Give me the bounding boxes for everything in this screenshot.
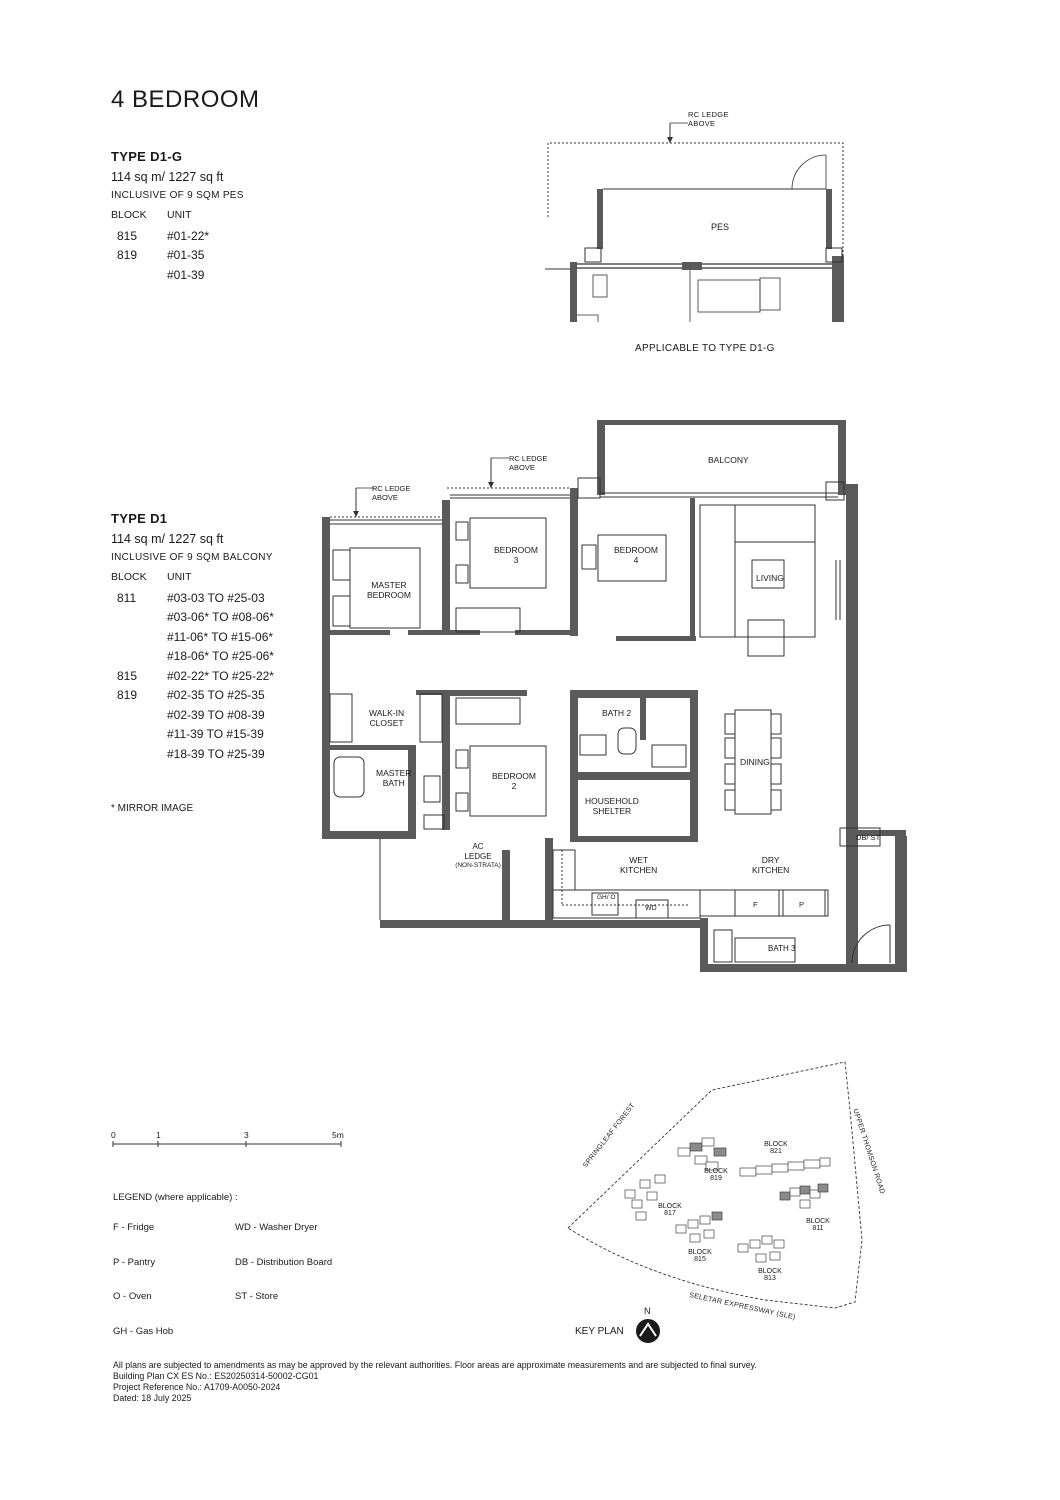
footer-disclaimer: All plans are subjected to amendments as may be approved by the relevant authorities. Floor areas are approximate measurements and are subjected to final survey. xyxy=(113,1360,757,1370)
label-line: BATH xyxy=(382,778,405,788)
legend-title: LEGEND (where applicable) : xyxy=(113,1192,238,1203)
legend-item: P - Pantry xyxy=(113,1257,156,1268)
rc-ledge-line: ABOVE xyxy=(372,493,398,502)
type-d1-area: 114 sq m/ 1227 sq ft xyxy=(111,532,224,546)
unit-cell: #11-39 TO #15-39 xyxy=(167,727,264,741)
block-cell: 815 xyxy=(117,668,138,683)
block-821-label: BLOCK 821 xyxy=(764,1141,788,1155)
wd-label: WD xyxy=(645,905,657,912)
type-d1g-name: TYPE D1-G xyxy=(111,149,183,164)
block-cell: 819 xyxy=(117,688,138,702)
mirror-note: * MIRROR IMAGE xyxy=(111,803,194,814)
label-line: 4 xyxy=(633,555,639,565)
label-line: MASTER xyxy=(376,768,412,778)
label-line: BEDROOM xyxy=(367,590,411,600)
pes-label: PES xyxy=(711,222,730,232)
block-cell: 811 xyxy=(117,590,137,605)
unit-cell: #03-06* TO #08-06* xyxy=(167,610,274,624)
label-line: CLOSET xyxy=(369,718,404,728)
type-d1-name: TYPE D1 xyxy=(111,511,168,526)
bath-2-label: BATH 2 xyxy=(602,708,632,718)
unit-cell: #18-39 TO #25-39 xyxy=(167,746,265,761)
label-line: DRY xyxy=(761,855,780,865)
scale-label-3: 3 xyxy=(244,1130,249,1140)
page-title: 4 BEDROOM xyxy=(111,86,260,113)
legend-item: WD - Washer Dryer xyxy=(235,1222,318,1233)
legend-item: F - Fridge xyxy=(113,1222,155,1233)
label-line: HOUSEHOLD xyxy=(585,796,639,806)
legend-item: ST - Store xyxy=(235,1291,279,1302)
type-d1g-area: 114 sq m/ 1227 sq ft xyxy=(111,170,224,184)
scale-label-0: 0 xyxy=(111,1130,116,1140)
block-815-label: BLOCK 815 xyxy=(688,1249,712,1263)
unit-header: UNIT xyxy=(167,209,192,221)
label-line: MASTER xyxy=(371,580,407,590)
unit-cell: #01-35 xyxy=(167,248,205,262)
type-d1g-inclusive: INCLUSIVE OF 9 SQM PES xyxy=(111,190,244,201)
unit-cell: #01-39 xyxy=(167,267,205,282)
fridge-label: F xyxy=(753,900,758,909)
unit-cell: #03-03 TO #25-03 xyxy=(167,590,265,605)
key-plan-label: KEY PLAN xyxy=(575,1326,624,1337)
label-line: AC xyxy=(472,842,484,851)
rc-ledge-line: RC LEDGE xyxy=(688,110,729,119)
road-upper-thomson: UPPER THOMSON ROAD xyxy=(851,1108,886,1196)
label-line: BEDROOM xyxy=(494,545,538,555)
unit-cell: #02-22* TO #25-22* xyxy=(167,668,274,683)
footer-building-plan: Building Plan CX ES No.: ES20250314-50002-CG01 xyxy=(113,1371,319,1381)
block-cell: 815 xyxy=(117,228,138,243)
rc-ledge-line: RC LEDGE xyxy=(372,484,411,493)
label-line: WALK-IN xyxy=(369,708,405,718)
scale-label-5m: 5m xyxy=(332,1130,344,1140)
rc-ledge-line: RC LEDGE xyxy=(509,454,548,463)
bath-3-label: BATH 3 xyxy=(768,944,796,953)
block-header: BLOCK xyxy=(111,209,147,221)
label-line: BEDROOM xyxy=(614,545,658,555)
label-line: BEDROOM xyxy=(492,771,536,781)
unit-cell: #02-35 TO #25-35 xyxy=(167,688,265,702)
footer-date: Dated: 18 July 2025 xyxy=(113,1393,192,1403)
block-header: BLOCK xyxy=(111,571,147,583)
label-line: 3 xyxy=(513,555,519,565)
unit-cell: #01-22* xyxy=(167,228,210,243)
block-819-label: BLOCK 819 xyxy=(704,1168,728,1182)
block-811-label: BLOCK 811 xyxy=(806,1218,830,1232)
scale-label-1: 1 xyxy=(156,1130,161,1140)
rc-ledge-line: ABOVE xyxy=(688,119,716,128)
pantry-label: P xyxy=(799,900,805,909)
balcony-label: BALCONY xyxy=(708,455,749,465)
legend-item: DB - Distribution Board xyxy=(235,1257,333,1268)
label-line: 2 xyxy=(511,781,517,791)
unit-cell: #02-39 TO #08-39 xyxy=(167,707,265,722)
north-label: N xyxy=(644,1306,651,1316)
road-springleaf: SPRINGLEAF FOREST xyxy=(582,1102,637,1170)
label-line: SHELTER xyxy=(592,806,632,816)
living-label: LIVING xyxy=(756,573,784,583)
type-d1-inclusive: INCLUSIVE OF 9 SQM BALCONY xyxy=(111,552,273,563)
pes-caption: APPLICABLE TO TYPE D1-G xyxy=(635,343,775,354)
legend-item: GH - Gas Hob xyxy=(113,1326,174,1337)
unit-cell: #11-06* TO #15-06* xyxy=(167,629,274,644)
dining-label: DINING xyxy=(740,757,770,767)
footer xyxy=(113,1360,757,1404)
label-line: KITCHEN xyxy=(620,865,658,875)
unit-cell: #18-06* TO #25-06* xyxy=(167,649,274,663)
road-sle: SELETAR EXPRESSWAY (SLE) xyxy=(688,1292,797,1322)
block-817-label: BLOCK 817 xyxy=(658,1203,682,1217)
gh-o-label: GH/ O xyxy=(597,894,616,901)
label-line: WET xyxy=(629,855,649,865)
block-813-label: BLOCK 813 xyxy=(758,1268,782,1282)
label-line: (NON-STRATA) xyxy=(455,862,501,869)
block-cell: 819 xyxy=(117,248,138,262)
rc-ledge-line: ABOVE xyxy=(509,463,535,472)
db-st-label: DB/ ST xyxy=(856,833,881,842)
footer-project-ref: Project Reference No.: A1709-A0050-2024 xyxy=(113,1382,281,1392)
legend-item: O - Oven xyxy=(113,1291,152,1302)
label-line: LEDGE xyxy=(464,851,492,861)
label-line: KITCHEN xyxy=(752,865,790,875)
unit-header: UNIT xyxy=(167,571,192,583)
